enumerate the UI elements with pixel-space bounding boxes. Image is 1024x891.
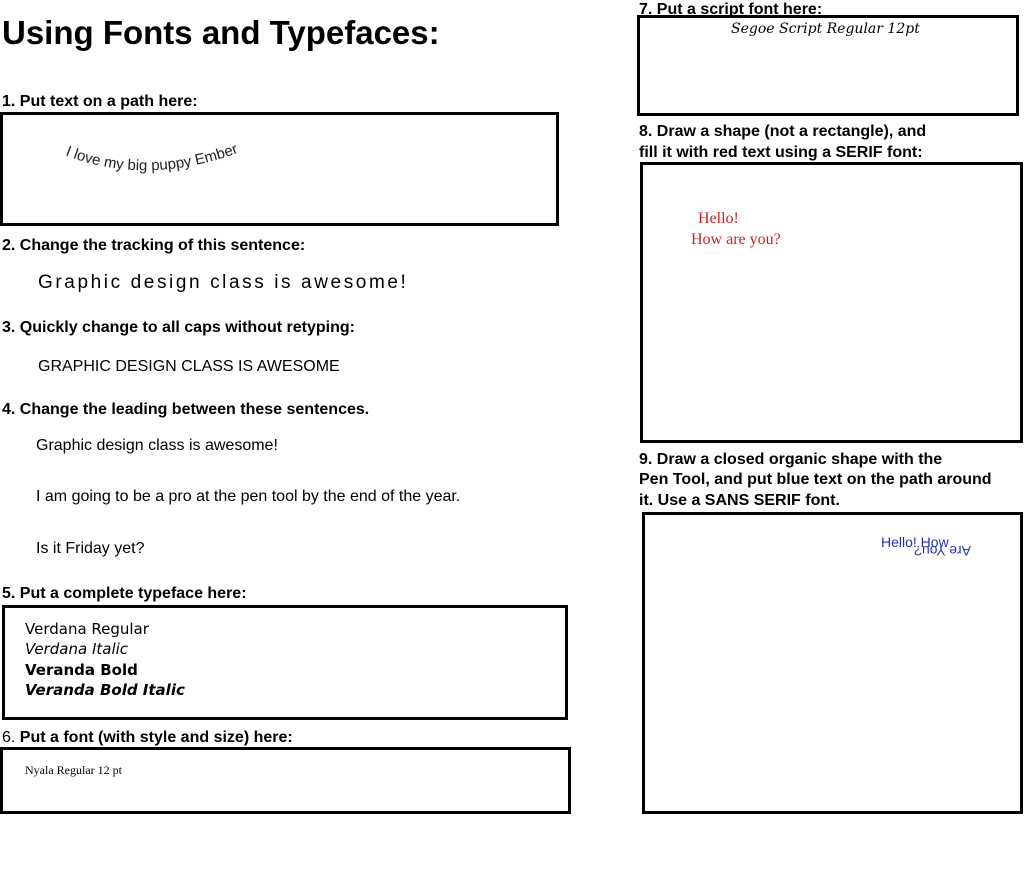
typeface-italic: Verdana Italic	[25, 640, 129, 658]
typeface-box[interactable]	[2, 605, 568, 720]
leading-line-3: Is it Friday yet?	[36, 540, 145, 557]
all-caps-sentence: GRAPHIC DESIGN CLASS IS AWESOME	[38, 358, 340, 375]
question-9-label-line-1: 9. Draw a closed organic shape with the	[639, 451, 943, 468]
text-on-path-graphic	[3, 115, 556, 223]
question-8-label-line-1: 8. Draw a shape (not a rectangle), and	[639, 123, 927, 140]
question-6-text: Put a font (with style and size) here:	[15, 729, 293, 746]
question-9-label-line-3: it. Use a SANS SERIF font.	[639, 492, 840, 509]
question-3-label: 3. Quickly change to all caps without retyping:	[2, 319, 355, 336]
tracked-sentence: Graphic design class is awesome!	[38, 272, 409, 293]
script-font-box[interactable]	[637, 15, 1019, 116]
question-5-label: 5. Put a complete typeface here:	[2, 585, 247, 602]
question-4-label: 4. Change the leading between these sentences.	[2, 401, 370, 418]
question-6-number: 6.	[2, 729, 16, 746]
page-title: Using Fonts and Typefaces:	[2, 14, 440, 51]
typeface-bold-italic: Veranda Bold Italic	[25, 681, 185, 699]
typeface-regular: Verdana Regular	[25, 620, 149, 638]
script-font-sample: Segoe Script Regular 12pt	[731, 21, 920, 37]
serif-shape-box[interactable]	[640, 162, 1023, 443]
red-serif-line-1: Hello!	[698, 210, 739, 227]
blue-path-text-top: Hello! How	[881, 534, 949, 550]
question-7-label: 7. Put a script font here:	[639, 1, 823, 18]
question-8-label-line-2: fill it with red text using a SERIF font:	[639, 144, 923, 161]
blue-path-text-bottom: Are You?	[914, 543, 971, 559]
leading-line-1: Graphic design class is awesome!	[36, 437, 278, 454]
typeface-bold: Veranda Bold	[25, 661, 138, 679]
question-1-label: 1. Put text on a path here:	[2, 93, 198, 110]
question-2-label: 2. Change the tracking of this sentence:	[2, 237, 306, 254]
organic-path-graphic	[645, 515, 1020, 811]
text-path-box[interactable]	[0, 112, 559, 226]
path-text: I love my big puppy Ember	[63, 140, 240, 175]
question-9-label-line-2: Pen Tool, and put blue text on the path around	[639, 471, 992, 488]
red-serif-line-2: How are you?	[691, 231, 781, 248]
font-box[interactable]	[0, 747, 571, 814]
organic-shape-box[interactable]	[642, 512, 1023, 814]
leading-line-2: I am going to be a pro at the pen tool by the end of the year.	[36, 488, 461, 505]
question-6-label	[2, 728, 293, 748]
font-sample: Nyala Regular 12 pt	[25, 763, 122, 777]
